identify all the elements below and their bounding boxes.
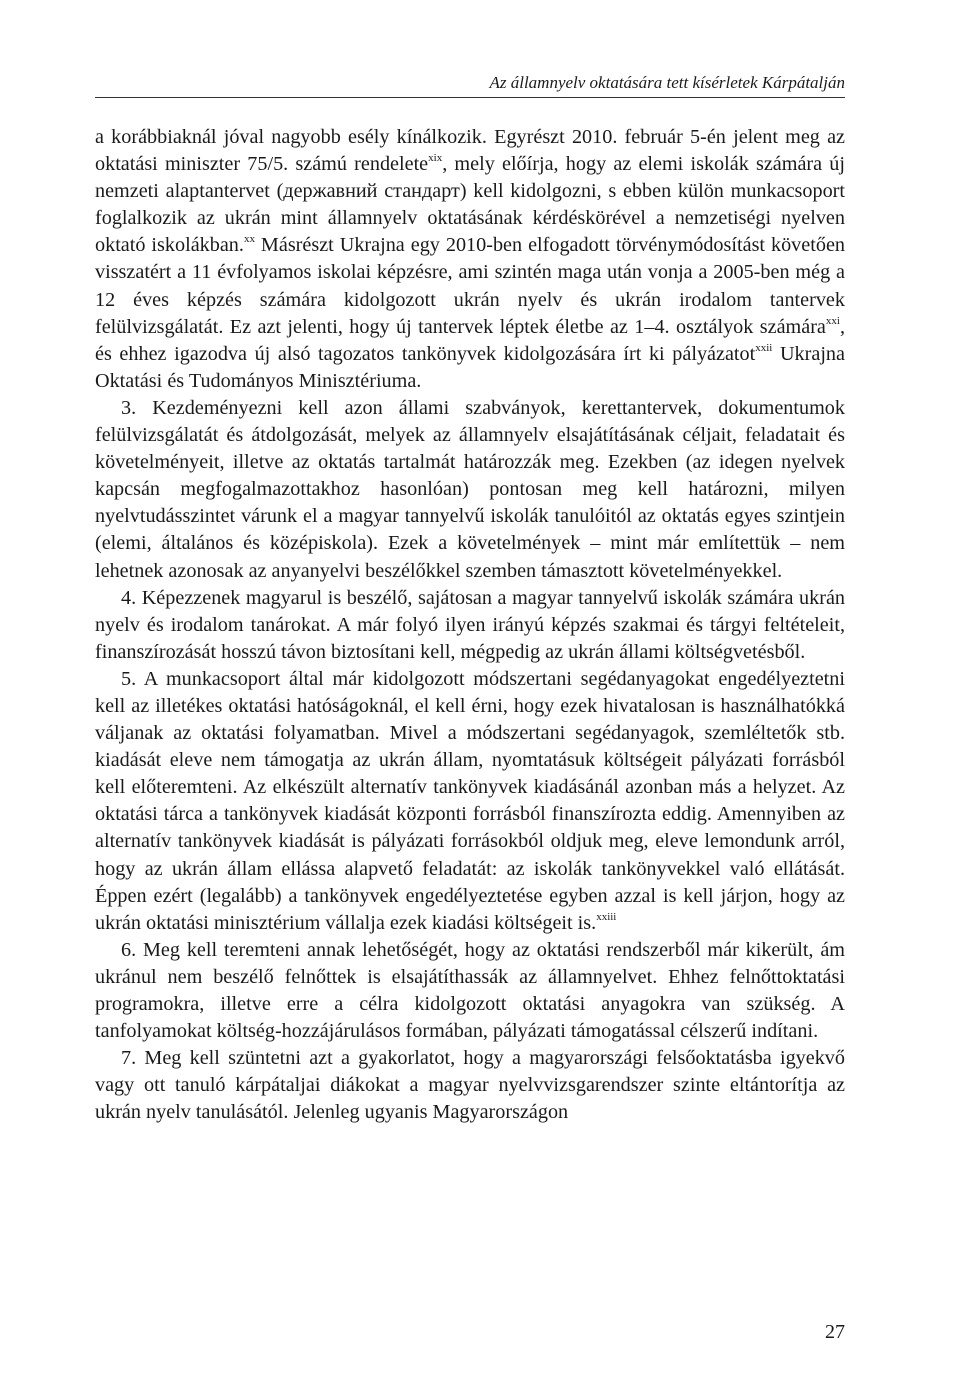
text-run: 3. Kezdeményezni kell azon állami szabványok, kerettantervek, dokumentumok felülvizsgálatát és átdolgozását, melyek az államnyelv elsajátításának céljait, feladatait és követelményeit, illetve az oktatás tartalmát határozzák meg. Ezekben (az idegen nyelvek kapcsán megfogalmazottakhoz hasonlóan) pontosan meg kell határozni, milyen nyelvtudásszintet várunk el a magyar tannyelvű iskolák tanulóitól az oktatás egyes szintjein (elemi, általános és középiskola). Ezek a követelmények – mint már említettük – nem lehetnek azonosak az anyanyelvi beszélőkkel szemben támasztott követelményekkel. (95, 396, 845, 582)
text-run: 5. A munkacsoport által már kidolgozott módszertani segédanyagokat engedélyeztetni kell az illetékes oktatási hatóságoknál, el kell érni, hogy ezek hivatalosan is használhatókká váljanak az oktatási folyamatban. Mivel a módszertani segédanyagok, szemléltetők stb. kiadását eleve nem támogatja az ukrán állam, nyomtatásuk költségeit pályázati forrásból kell előteremteni. Az elkészült alternatív tankönyvek kiadásánál azonban más a helyzet. Az oktatási tárca a tankönyvek kiadását központi forrásból finanszírozta eddig. Amennyiben az alternatív tankönyvek kiadását is pályázati forrásokból oldjuk meg, eleve lemondunk arról, hogy az ukrán állam ellássa alapvető feladatát: az iskolák tankönyvekkel való ellátását. Éppen ezért (legalább) a tankönyvek engedélyeztetése egyben azzal is kell járjon, hogy az ukrán oktatási minisztérium vállalja ezek kiadási költségeit is. (95, 667, 845, 934)
paragraph-item-6 (95, 937, 845, 1045)
text-run: Ukrajna Oktatási és Tudományos Minisztériuma. (95, 342, 845, 392)
paragraph-item-4 (95, 585, 845, 666)
running-head: Az államnyelv oktatására tett kísérletek Kárpátalján (489, 73, 845, 92)
footnote-marker: xxi (825, 314, 840, 327)
paragraph-item-5 (95, 666, 845, 937)
paragraph-continuation (95, 124, 845, 395)
text-run: 6. Meg kell teremteni annak lehetőségét, hogy az oktatási rendszerből már kikerült, ám ukránul nem beszélő felnőttek is elsajátíthassák az államnyelvet. Ehhez felnőttoktatási programokra, illetve erre a célra kidolgozott oktatási anyagokra van szükség. A tanfolyamokat költség-hozzájárulásos formában, pályázati támogatással célszerű indítani. (95, 938, 845, 1043)
footnote-marker: xxii (755, 341, 773, 354)
paragraph-item-7 (95, 1045, 845, 1126)
footnote-marker: xxiii (596, 910, 617, 923)
text-run: , mely előírja, hogy az elemi iskolák számára új nemzeti alaptantervet (державний стандарт) kell kidolgozni, s ebben külön munkacsoport foglalkozik az ukrán mint államnyelv oktatásának kérdéskörével a nemzetiségi nyelven oktató iskolákban. (95, 153, 845, 257)
page-number: 27 (825, 1321, 845, 1343)
text-run: a korábbiaknál jóval nagyobb esély kínálkozik. Egyrészt 2010. február 5-én jelent meg az oktatási miniszter 75/5. számú rendelete (95, 126, 845, 176)
header-rule (95, 97, 845, 98)
paragraph-item-3 (95, 395, 845, 585)
text-run: Másrészt Ukrajna egy 2010-ben elfogadott törvénymódosítást követően visszatért a 11 évfolyamos iskolai képzésre, ami szintén maga után vonja a 2005-ben még a 12 éves képzés számára kidolgozott ukrán nyelv és ukrán irodalom tantervek felülvizsgálatát. Ez azt jelenti, hogy új tantervek léptek életbe az 1–4. osztályok számára (95, 234, 845, 338)
text-run: , és ehhez igazodva új alsó tagozatos tankönyvek kidolgozására írt ki pályázatot (95, 315, 845, 365)
text-run: 4. Képezzenek magyarul is beszélő, sajátosan a magyar tannyelvű iskolák számára ukrán nyelv és irodalom tanárokat. A már folyó ilyen irányú képzés szakmai és tárgyi feltételeit, finanszírozását hosszú távon biztosítani kell, mégpedig az ukrán állami költségvetésből. (95, 586, 845, 663)
text-run: 7. Meg kell szüntetni azt a gyakorlatot, hogy a magyarországi felsőoktatásba igyekvő vagy ott tanuló kárpátaljai diákokat a magyar nyelvvizsgarendszer szinte eltántorítja az ukrán nyelv tanulásától. Jelenleg ugyanis Magyarországon (95, 1047, 845, 1124)
footnote-marker: xx (243, 233, 255, 246)
footnote-marker: xix (428, 152, 443, 165)
body-text (95, 124, 845, 1126)
